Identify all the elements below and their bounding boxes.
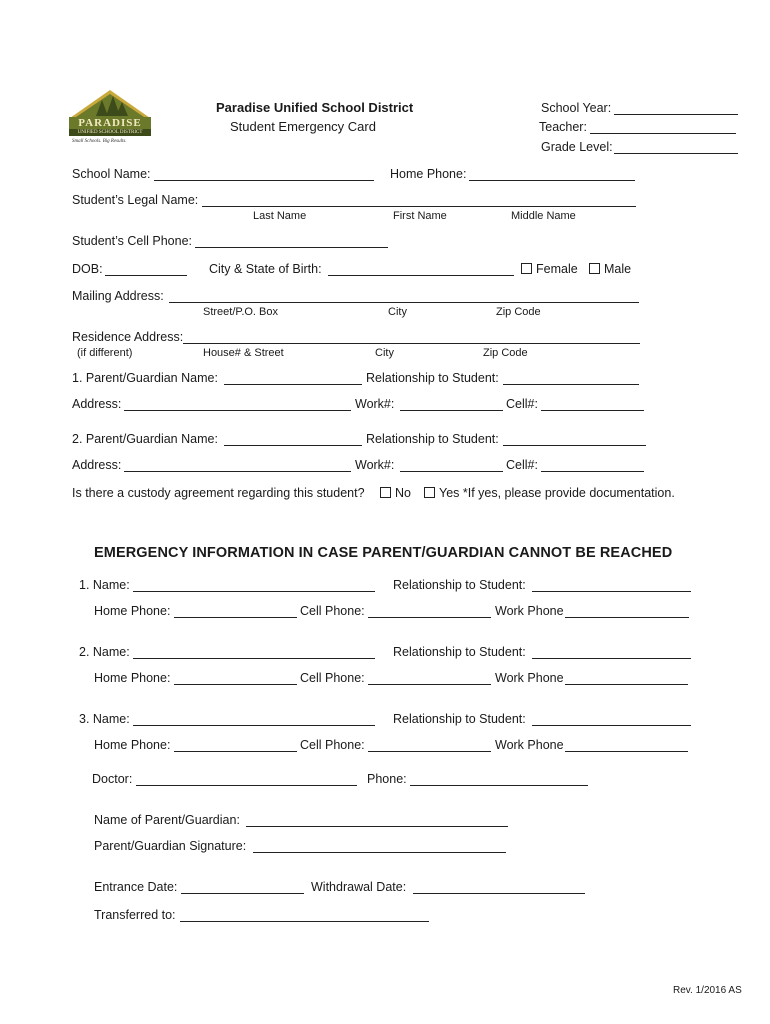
guardian1-address-label: Address: — [72, 397, 122, 411]
guardian2-name-label: 2. Parent/Guardian Name: — [72, 432, 218, 446]
guardian1-name-label: 1. Parent/Guardian Name: — [72, 371, 218, 385]
home-phone-underline — [469, 180, 635, 181]
withdrawal-date-underline — [413, 893, 585, 894]
transferred-field[interactable] — [181, 907, 428, 921]
guardian1-address-underline — [124, 410, 351, 411]
mailing-address-label: Mailing Address: — [72, 289, 164, 303]
logo-name: PARADISE — [78, 117, 142, 129]
contact3-cell-label: Cell Phone: — [300, 738, 365, 752]
student-cell-underline — [195, 247, 388, 248]
school-year-underline — [614, 114, 738, 115]
residence-address-field[interactable] — [184, 329, 639, 343]
dob-field[interactable] — [106, 261, 186, 275]
contact2-name-field[interactable] — [134, 644, 374, 658]
contact2-home-field[interactable] — [175, 670, 296, 684]
contact1-home-label: Home Phone: — [94, 604, 171, 618]
logo-subtitle: UNIFIED SCHOOL DISTRICT — [77, 130, 143, 135]
mailing-underline — [169, 302, 639, 303]
withdrawal-date-field[interactable] — [414, 879, 584, 893]
contact1-work-label: Work Phone — [495, 604, 564, 618]
grade-level-label: Grade Level: — [541, 140, 613, 154]
student-cell-label: Student’s Cell Phone: — [72, 234, 192, 248]
contact2-relationship-field[interactable] — [533, 644, 690, 658]
guardian1-work-label: Work#: — [355, 397, 395, 411]
contact2-name-label: 2. Name: — [79, 645, 130, 659]
contact3-relationship-label: Relationship to Student: — [393, 712, 526, 726]
doctor-phone-underline — [410, 785, 588, 786]
residence-address-label: Residence Address: — [72, 330, 184, 344]
school-name-field[interactable] — [155, 166, 373, 180]
student-cell-field[interactable] — [196, 233, 387, 247]
signature-field[interactable] — [254, 838, 505, 852]
mailing-city-caption: City — [388, 306, 407, 318]
guardian2-address-label: Address: — [72, 458, 122, 472]
contact1-relationship-field[interactable] — [533, 577, 690, 591]
withdrawal-date-label: Withdrawal Date: — [311, 880, 407, 894]
residence-zip-caption: Zip Code — [483, 347, 528, 359]
birthplace-field[interactable] — [329, 261, 513, 275]
contact2-home-underline — [174, 684, 297, 685]
entrance-date-underline — [181, 893, 304, 894]
teacher-underline — [590, 133, 736, 134]
contact3-cell-field[interactable] — [369, 737, 490, 751]
legal-name-field[interactable] — [203, 192, 635, 206]
last-name-caption: Last Name — [253, 210, 307, 222]
school-year-label: School Year: — [541, 101, 612, 115]
card-title: Student Emergency Card — [230, 119, 376, 134]
doctor-field[interactable] — [137, 771, 356, 785]
contact2-relationship-label: Relationship to Student: — [393, 645, 526, 659]
residence-city-caption: City — [375, 347, 394, 359]
contact3-work-underline — [565, 751, 688, 752]
mailing-street-caption: Street/P.O. Box — [203, 306, 279, 318]
guardian1-work-underline — [400, 410, 503, 411]
first-name-caption: First Name — [393, 210, 447, 222]
custody-no-label: No — [395, 486, 411, 500]
doctor-phone-label: Phone: — [367, 772, 407, 786]
home-phone-label: Home Phone: — [390, 167, 467, 181]
custody-yes-checkbox[interactable] — [424, 487, 435, 498]
contact3-cell-underline — [368, 751, 491, 752]
doctor-phone-field[interactable] — [411, 771, 587, 785]
guardian1-name-field[interactable] — [225, 370, 361, 384]
contact3-relationship-underline — [532, 725, 691, 726]
entrance-date-label: Entrance Date: — [94, 880, 178, 894]
teacher-field[interactable] — [592, 120, 735, 134]
home-phone-field[interactable] — [470, 166, 634, 180]
guardian1-relationship-underline — [503, 384, 639, 385]
doctor-underline — [136, 785, 357, 786]
guardian1-relationship-field[interactable] — [504, 370, 638, 384]
logo-tagline: Small Schools. Big Results. — [72, 139, 127, 144]
parent-name-field[interactable] — [247, 812, 507, 826]
district-logo — [66, 88, 154, 148]
signature-label: Parent/Guardian Signature: — [94, 839, 247, 853]
dob-underline — [105, 275, 187, 276]
contact1-home-field[interactable] — [175, 603, 296, 617]
guardian1-address-field[interactable] — [125, 396, 350, 410]
contact2-name-underline — [133, 658, 375, 659]
guardian2-work-field[interactable] — [401, 457, 502, 471]
revision-note: Rev. 1/2016 AS — [673, 985, 742, 996]
guardian1-cell-field[interactable] — [542, 396, 643, 410]
legal-name-underline — [202, 206, 636, 207]
school-year-field[interactable] — [615, 101, 737, 115]
contact1-name-field[interactable] — [134, 577, 374, 591]
emergency-heading: EMERGENCY INFORMATION IN CASE PARENT/GUARDIAN CANNOT BE REACHED — [94, 545, 673, 561]
custody-yes-label: Yes *If yes, please provide documentation. — [439, 486, 675, 500]
female-label: Female — [536, 262, 578, 276]
custody-no-checkbox[interactable] — [380, 487, 391, 498]
contact1-cell-field[interactable] — [369, 603, 490, 617]
district-name: Paradise Unified School District — [216, 100, 414, 115]
dob-label: DOB: — [72, 262, 103, 276]
guardian2-work-underline — [400, 471, 503, 472]
guardian2-relationship-field[interactable] — [504, 431, 645, 445]
contact3-relationship-field[interactable] — [533, 711, 690, 725]
contact3-work-field[interactable] — [566, 737, 687, 751]
middle-name-caption: Middle Name — [511, 210, 576, 222]
guardian2-relationship-label: Relationship to Student: — [366, 432, 499, 446]
school-name-underline — [154, 180, 374, 181]
entrance-date-field[interactable] — [182, 879, 303, 893]
contact1-name-underline — [133, 591, 375, 592]
contact3-name-underline — [133, 725, 375, 726]
contact2-work-underline — [565, 684, 688, 685]
residence-underline — [183, 343, 640, 344]
contact3-work-label: Work Phone — [495, 738, 564, 752]
grade-level-underline — [614, 153, 738, 154]
contact1-relationship-underline — [532, 591, 691, 592]
contact2-work-label: Work Phone — [495, 671, 564, 685]
grade-level-field[interactable] — [615, 140, 737, 154]
birthplace-underline — [328, 275, 514, 276]
female-checkbox[interactable] — [521, 263, 532, 274]
contact1-relationship-label: Relationship to Student: — [393, 578, 526, 592]
residence-street-caption: House# & Street — [203, 347, 284, 359]
contact3-home-label: Home Phone: — [94, 738, 171, 752]
guardian2-cell-field[interactable] — [542, 457, 643, 471]
contact3-name-field[interactable] — [134, 711, 374, 725]
parent-name-label: Name of Parent/Guardian: — [94, 813, 240, 827]
contact3-home-field[interactable] — [175, 737, 296, 751]
guardian1-name-underline — [224, 384, 362, 385]
guardian2-name-underline — [224, 445, 362, 446]
if-different-caption: (if different) — [77, 347, 133, 359]
contact2-cell-underline — [368, 684, 491, 685]
contact3-name-label: 3. Name: — [79, 712, 130, 726]
contact3-home-underline — [174, 751, 297, 752]
birthplace-label: City & State of Birth: — [209, 262, 322, 276]
parent-name-underline — [246, 826, 508, 827]
guardian1-cell-underline — [541, 410, 644, 411]
contact1-cell-label: Cell Phone: — [300, 604, 365, 618]
guardian2-work-label: Work#: — [355, 458, 395, 472]
contact1-name-label: 1. Name: — [79, 578, 130, 592]
contact2-cell-label: Cell Phone: — [300, 671, 365, 685]
contact1-work-underline — [565, 617, 689, 618]
contact1-cell-underline — [368, 617, 491, 618]
contact1-work-field[interactable] — [566, 603, 688, 617]
mailing-address-field[interactable] — [170, 288, 638, 302]
guardian2-address-field[interactable] — [125, 457, 350, 471]
transferred-label: Transferred to: — [94, 908, 176, 922]
teacher-label: Teacher: — [539, 120, 587, 134]
guardian2-name-field[interactable] — [225, 431, 361, 445]
mailing-zip-caption: Zip Code — [496, 306, 541, 318]
male-label: Male — [604, 262, 632, 276]
contact2-work-field[interactable] — [566, 670, 687, 684]
custody-question: Is there a custody agreement regarding this student? — [72, 486, 365, 500]
contact2-relationship-underline — [532, 658, 691, 659]
guardian2-cell-label: Cell#: — [506, 458, 538, 472]
guardian1-work-field[interactable] — [401, 396, 502, 410]
school-name-label: School Name: — [72, 167, 151, 181]
contact2-cell-field[interactable] — [369, 670, 490, 684]
transferred-underline — [180, 921, 429, 922]
guardian1-cell-label: Cell#: — [506, 397, 538, 411]
contact1-home-underline — [174, 617, 297, 618]
guardian2-relationship-underline — [503, 445, 646, 446]
contact2-home-label: Home Phone: — [94, 671, 171, 685]
signature-underline — [253, 852, 506, 853]
guardian2-cell-underline — [541, 471, 644, 472]
doctor-label: Doctor: — [92, 772, 133, 786]
guardian2-address-underline — [124, 471, 351, 472]
legal-name-label: Student’s Legal Name: — [72, 193, 199, 207]
guardian1-relationship-label: Relationship to Student: — [366, 371, 499, 385]
male-checkbox[interactable] — [589, 263, 600, 274]
